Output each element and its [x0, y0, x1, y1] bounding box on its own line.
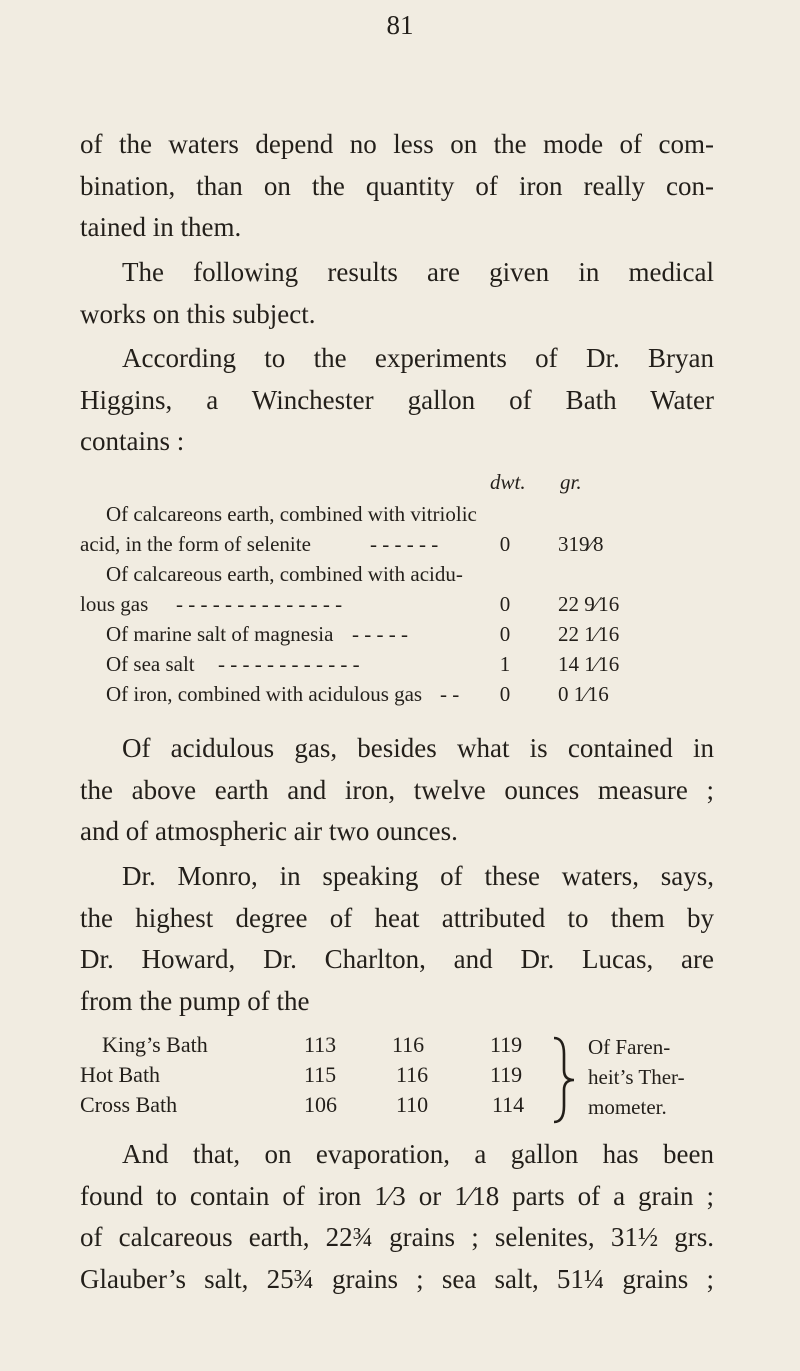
- note-line: Of Faren-: [588, 1035, 671, 1059]
- dot-leader: - -: [440, 682, 460, 706]
- text-line: The following results are given in medical: [122, 257, 714, 287]
- table-row: [80, 500, 714, 528]
- text-line: found to contain of iron 1⁄3 or 1⁄18 parts of a grain ;: [80, 1180, 714, 1211]
- table-row: [80, 560, 714, 588]
- right-brace: [550, 1034, 580, 1126]
- row-label: Of calcareons earth, combined with vitriolic: [106, 502, 477, 526]
- text-line: the highest degree of heat attributed to them by: [80, 902, 714, 933]
- dwt-value: 1: [499, 652, 511, 676]
- table-row: [80, 650, 714, 678]
- evaporation-paragraph: [80, 1134, 714, 1300]
- text-line: of the waters depend no less on the mode of com-: [80, 129, 714, 159]
- text-line: of calcareous earth, 22¾ grains ; selenites, 31½ grs.: [80, 1222, 714, 1252]
- gr-value: 22 1⁄16: [558, 622, 620, 646]
- dot-leader: - - - - - - - - - - - -: [218, 652, 360, 676]
- table-row: [80, 530, 714, 558]
- text-line: works on this subject.: [80, 298, 316, 329]
- text-line: Dr. Howard, Dr. Charlton, and Dr. Lucas, are: [80, 944, 714, 974]
- row-label: Of calcareous earth, combined with acidu-: [106, 562, 463, 586]
- row-label: Of iron, combined with acidulous gas: [106, 682, 423, 706]
- dot-leader: - - - - - - - - - - - - - -: [176, 592, 343, 616]
- temp-value: 119: [490, 1062, 523, 1087]
- dot-leader: - - - - - -: [370, 532, 439, 556]
- temp-value: 116: [392, 1032, 425, 1057]
- text-line: Dr. Monro, in speaking of these waters, says,: [122, 861, 714, 891]
- fahrenheit-note: [588, 1032, 685, 1122]
- row-label: Of sea salt: [106, 652, 195, 676]
- dot-leader: - - - - -: [352, 622, 408, 646]
- temp-value: 110: [396, 1092, 429, 1117]
- row-label: Of marine salt of magnesia: [106, 622, 334, 646]
- temp-value: 116: [396, 1062, 429, 1087]
- text-line: tained in them.: [80, 212, 242, 242]
- table-header: [80, 470, 714, 498]
- text-line: Glauber’s salt, 25¾ grains ; sea salt, 51¼ grains ;: [80, 1263, 714, 1294]
- text-line: According to the experiments of Dr. Bryan: [122, 343, 714, 373]
- note-line: heit’s Ther-: [588, 1065, 685, 1089]
- text-line: and of atmospheric air two ounces.: [80, 816, 458, 846]
- bath-name: King’s Bath: [102, 1032, 208, 1057]
- monro-paragraph: [80, 856, 714, 1022]
- gr-value: 0 1⁄16: [558, 682, 609, 706]
- gr-value: 319⁄8: [558, 532, 604, 556]
- temp-value: 114: [492, 1092, 525, 1117]
- row-label: acid, in the form of selenite: [80, 532, 311, 556]
- table-row: [80, 680, 714, 708]
- text-line: bination, than on the quantity of iron really con-: [80, 170, 714, 201]
- higgins-paragraph: [80, 338, 714, 463]
- dwt-value: 0: [499, 682, 511, 706]
- column-header-dwt: dwt.: [490, 470, 526, 494]
- text-line: And that, on evaporation, a gallon has been: [122, 1139, 714, 1169]
- bath-name: Cross Bath: [80, 1092, 178, 1117]
- following-paragraph: [80, 252, 714, 335]
- text-line: Of acidulous gas, besides what is contained in: [122, 733, 714, 763]
- dwt-value: 0: [499, 622, 511, 646]
- table-row: [80, 620, 714, 648]
- text-line: contains :: [80, 426, 185, 456]
- column-header-gr: gr.: [560, 470, 582, 494]
- row-label: lous gas: [80, 592, 149, 616]
- dwt-value: 0: [499, 592, 511, 616]
- page-number: 81: [386, 10, 414, 40]
- dwt-value: 0: [499, 532, 511, 556]
- note-line: mometer.: [588, 1095, 667, 1119]
- temp-value: 115: [304, 1062, 337, 1087]
- text-line: the above earth and iron, twelve ounces measure ;: [80, 774, 714, 805]
- intro-paragraph: [80, 124, 714, 249]
- table-row: [80, 590, 714, 618]
- acidulous-paragraph: [80, 728, 714, 853]
- text-line: Higgins, a Winchester gallon of Bath Water: [80, 384, 714, 415]
- gr-value: 22 9⁄16: [558, 592, 620, 616]
- temp-value: 119: [490, 1032, 523, 1057]
- bath-name: Hot Bath: [80, 1062, 161, 1087]
- temp-value: 106: [304, 1092, 337, 1117]
- text-line: from the pump of the: [80, 985, 310, 1016]
- temp-value: 113: [304, 1032, 337, 1057]
- gr-value: 14 1⁄16: [558, 652, 620, 676]
